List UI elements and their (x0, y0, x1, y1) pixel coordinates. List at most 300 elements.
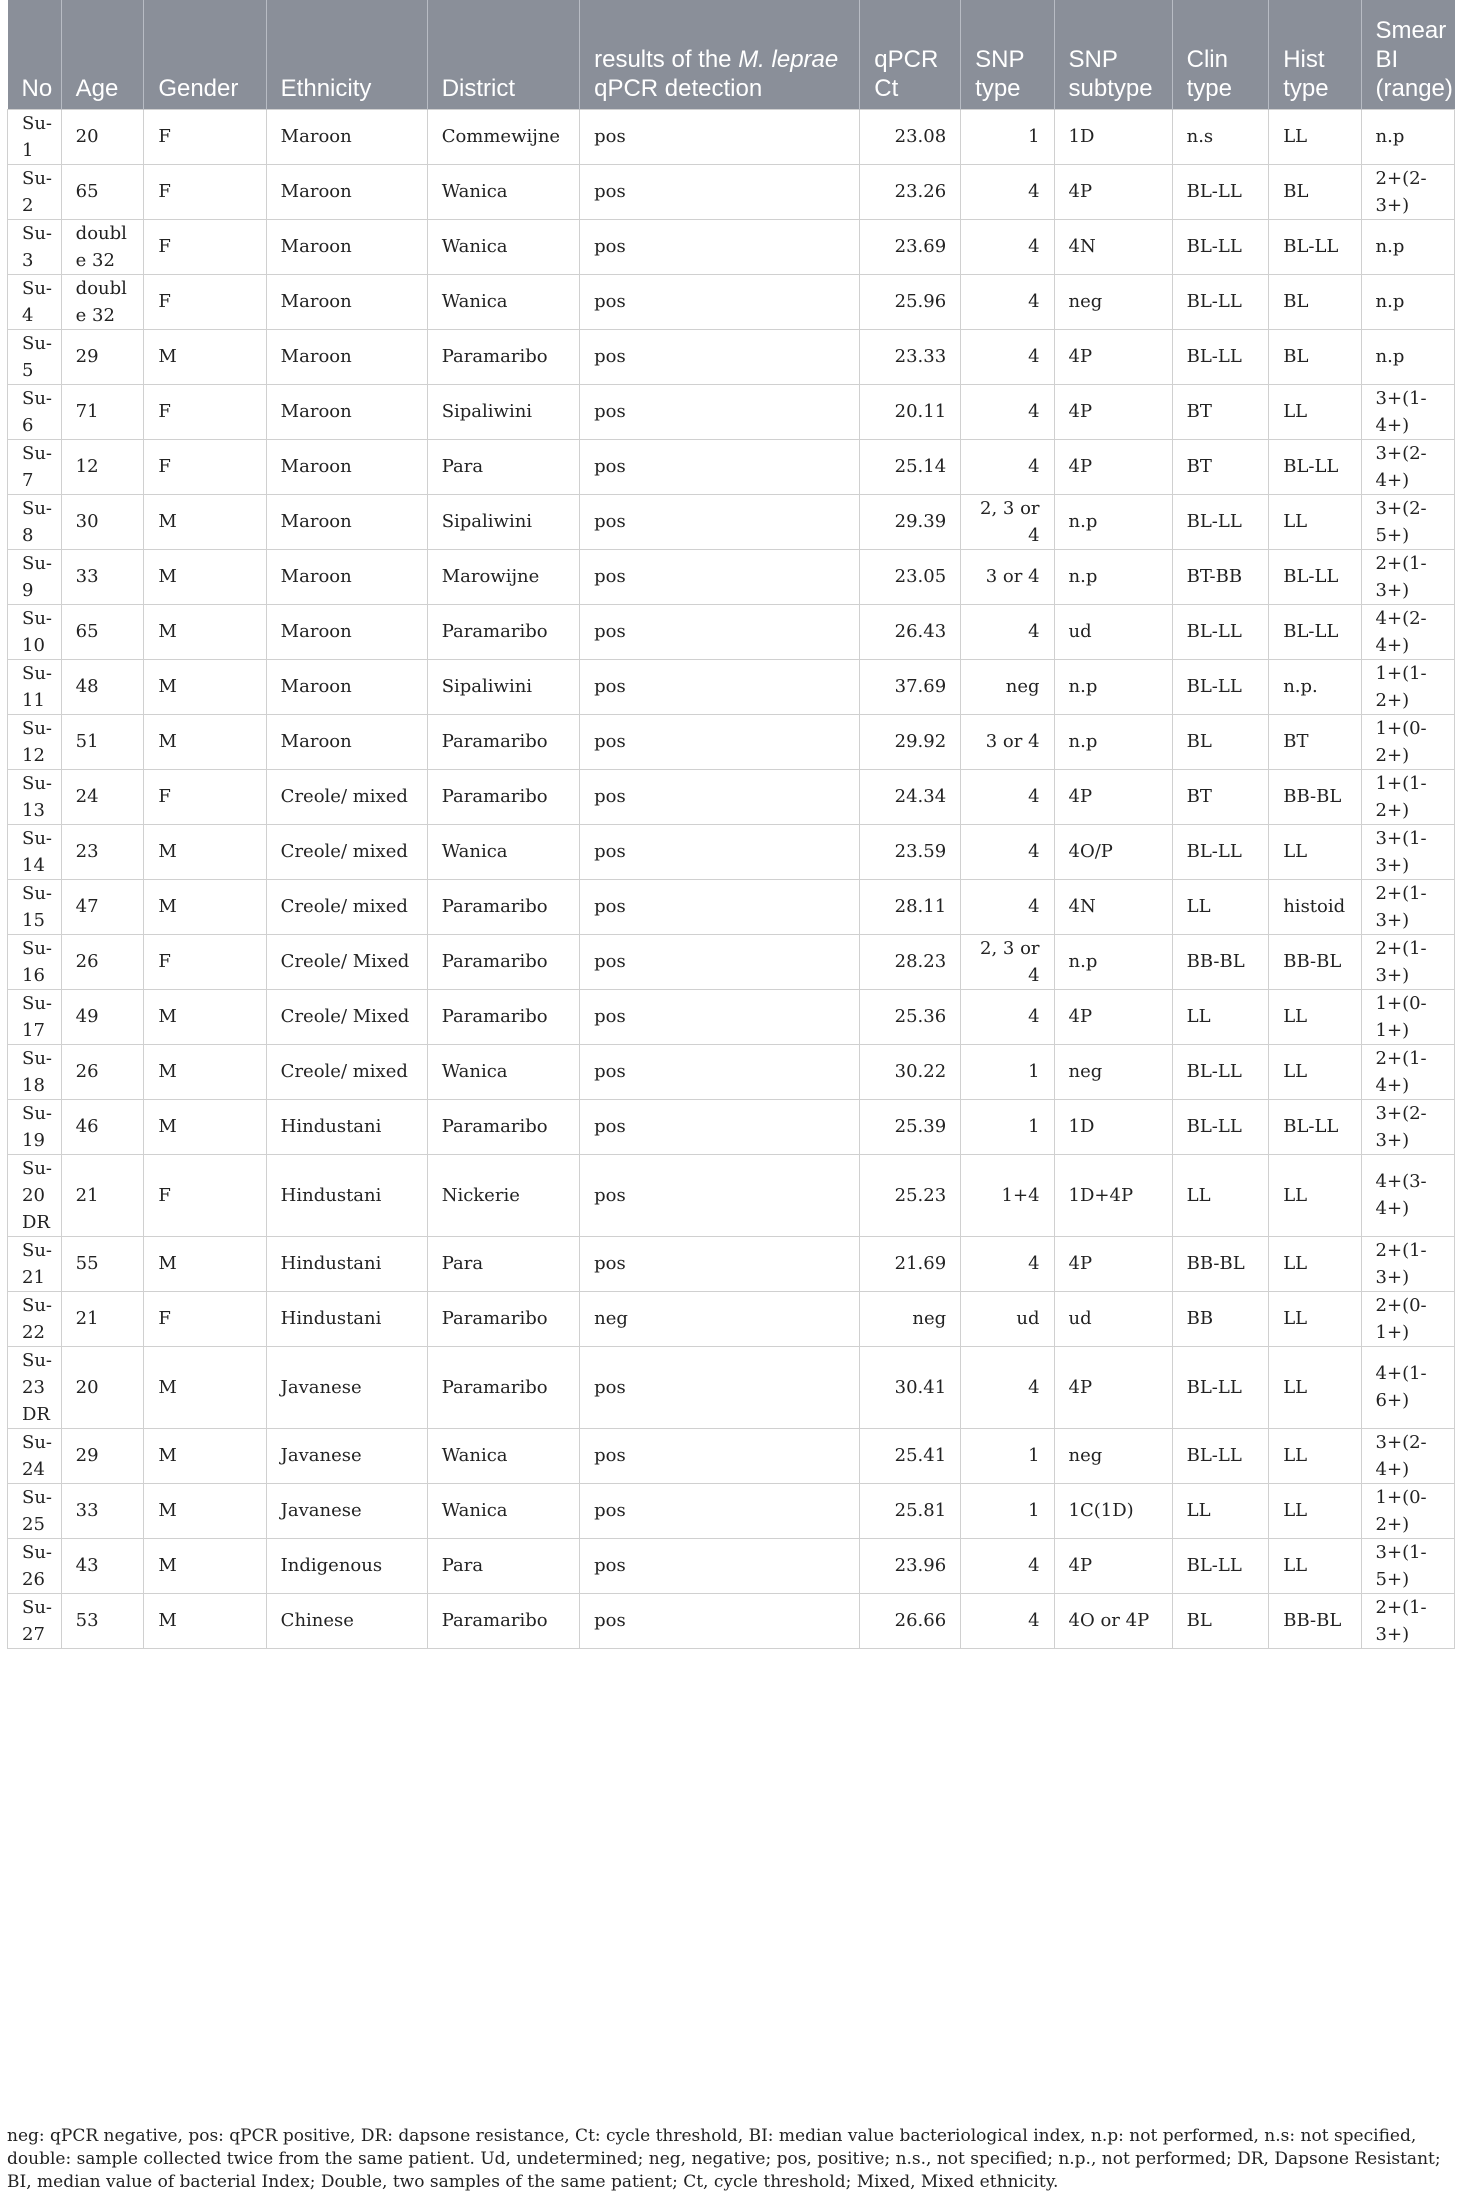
cell-district: Sipaliwini (427, 384, 579, 439)
cell-snp-type: 2, 3 or 4 (961, 934, 1054, 989)
cell-ethnicity: Hindustani (266, 1154, 427, 1236)
cell-smear-bi: 1+(0-2+) (1361, 714, 1454, 769)
table-row (8, 879, 1455, 934)
cell-ethnicity: Creole/ mixed (266, 879, 427, 934)
cell-district: Para (427, 1236, 579, 1291)
cell-hist-type: LL (1269, 1538, 1361, 1593)
header-row (8, 0, 1455, 109)
cell-qpcr-ct: 23.96 (860, 1538, 961, 1593)
cell-qpcr-ct: 26.43 (860, 604, 961, 659)
cell-smear-bi: 2+(1-4+) (1361, 1044, 1454, 1099)
cell-district: Paramaribo (427, 604, 579, 659)
cell-gender: F (144, 219, 266, 274)
cell-qpcr-ct: 29.39 (860, 494, 961, 549)
cell-gender: M (144, 1483, 266, 1538)
cell-gender: F (144, 439, 266, 494)
cell-snp-subtype: n.p (1054, 494, 1172, 549)
cell-no: Su-1 (8, 109, 62, 164)
cell-clin-type: BT (1172, 769, 1269, 824)
header-no: No (8, 0, 62, 109)
cell-age: 53 (61, 1593, 144, 1648)
cell-qpcr-ct: 24.34 (860, 769, 961, 824)
cell-result: pos (580, 1593, 860, 1648)
cell-gender: F (144, 164, 266, 219)
cell-district: Paramaribo (427, 1593, 579, 1648)
data-table (7, 0, 1455, 1649)
table-row (8, 274, 1455, 329)
cell-snp-type: 4 (961, 1236, 1054, 1291)
cell-qpcr-ct: 25.39 (860, 1099, 961, 1154)
cell-result: pos (580, 714, 860, 769)
cell-qpcr-ct: 25.23 (860, 1154, 961, 1236)
cell-snp-type: 1 (961, 1483, 1054, 1538)
cell-smear-bi: 3+(1-4+) (1361, 384, 1454, 439)
cell-age: 29 (61, 1428, 144, 1483)
cell-result: pos (580, 1483, 860, 1538)
cell-ethnicity: Creole/ mixed (266, 824, 427, 879)
table-row (8, 824, 1455, 879)
cell-qpcr-ct: 23.69 (860, 219, 961, 274)
cell-result: pos (580, 769, 860, 824)
cell-no: Su-5 (8, 329, 62, 384)
cell-age: 30 (61, 494, 144, 549)
cell-snp-type: 4 (961, 329, 1054, 384)
cell-district: Nickerie (427, 1154, 579, 1236)
cell-district: Sipaliwini (427, 659, 579, 714)
cell-ethnicity: Hindustani (266, 1291, 427, 1346)
cell-snp-type: 1+4 (961, 1154, 1054, 1236)
cell-clin-type: BT-BB (1172, 549, 1269, 604)
cell-snp-subtype: 4P (1054, 1346, 1172, 1428)
cell-no: Su-20 DR (8, 1154, 62, 1236)
cell-hist-type: BL-LL (1269, 219, 1361, 274)
cell-age: 71 (61, 384, 144, 439)
cell-ethnicity: Maroon (266, 164, 427, 219)
header-smear-bi: Smear BI (range) (1361, 0, 1454, 109)
cell-qpcr-ct: 25.81 (860, 1483, 961, 1538)
cell-snp-subtype: 4P (1054, 989, 1172, 1044)
cell-no: Su-11 (8, 659, 62, 714)
cell-no: Su-25 (8, 1483, 62, 1538)
table-row (8, 1099, 1455, 1154)
cell-age: 21 (61, 1154, 144, 1236)
cell-snp-subtype: neg (1054, 1428, 1172, 1483)
table-row (8, 1236, 1455, 1291)
cell-age: double 32 (61, 274, 144, 329)
cell-smear-bi: 1+(1-2+) (1361, 769, 1454, 824)
cell-age: 51 (61, 714, 144, 769)
cell-hist-type: BL-LL (1269, 604, 1361, 659)
cell-hist-type: LL (1269, 989, 1361, 1044)
cell-clin-type: BB-BL (1172, 934, 1269, 989)
cell-result: pos (580, 1538, 860, 1593)
cell-clin-type: BL-LL (1172, 219, 1269, 274)
table-body (8, 109, 1455, 1648)
cell-no: Su-24 (8, 1428, 62, 1483)
cell-ethnicity: Maroon (266, 109, 427, 164)
cell-snp-subtype: n.p (1054, 934, 1172, 989)
cell-snp-type: 4 (961, 1538, 1054, 1593)
cell-snp-type: 4 (961, 989, 1054, 1044)
cell-smear-bi: n.p (1361, 274, 1454, 329)
cell-clin-type: BL-LL (1172, 329, 1269, 384)
cell-ethnicity: Maroon (266, 714, 427, 769)
cell-result: pos (580, 1044, 860, 1099)
cell-gender: M (144, 549, 266, 604)
cell-no: Su-8 (8, 494, 62, 549)
cell-snp-type: 1 (961, 1428, 1054, 1483)
cell-gender: M (144, 1236, 266, 1291)
cell-ethnicity: Maroon (266, 439, 427, 494)
cell-gender: M (144, 329, 266, 384)
cell-gender: F (144, 1154, 266, 1236)
cell-clin-type: LL (1172, 1154, 1269, 1236)
cell-snp-type: 1 (961, 1099, 1054, 1154)
cell-snp-subtype: n.p (1054, 714, 1172, 769)
cell-snp-subtype: 4P (1054, 439, 1172, 494)
cell-gender: M (144, 604, 266, 659)
table-row (8, 384, 1455, 439)
cell-result: pos (580, 549, 860, 604)
cell-gender: M (144, 879, 266, 934)
cell-result: pos (580, 164, 860, 219)
cell-district: Wanica (427, 1483, 579, 1538)
cell-gender: M (144, 1099, 266, 1154)
cell-clin-type: BL-LL (1172, 1044, 1269, 1099)
cell-ethnicity: Creole/ mixed (266, 769, 427, 824)
cell-gender: F (144, 934, 266, 989)
cell-snp-subtype: ud (1054, 604, 1172, 659)
cell-smear-bi: n.p (1361, 219, 1454, 274)
cell-district: Wanica (427, 274, 579, 329)
cell-snp-subtype: 1C(1D) (1054, 1483, 1172, 1538)
cell-no: Su-10 (8, 604, 62, 659)
cell-hist-type: BL-LL (1269, 439, 1361, 494)
cell-snp-subtype: 4O or 4P (1054, 1593, 1172, 1648)
cell-hist-type: histoid (1269, 879, 1361, 934)
cell-smear-bi: 1+(0-2+) (1361, 1483, 1454, 1538)
cell-result: pos (580, 1099, 860, 1154)
cell-hist-type: BL (1269, 164, 1361, 219)
cell-snp-type: 4 (961, 769, 1054, 824)
cell-snp-type: 4 (961, 1593, 1054, 1648)
header-results-pre: results of the (594, 45, 739, 73)
cell-clin-type: BL-LL (1172, 659, 1269, 714)
cell-clin-type: BT (1172, 439, 1269, 494)
cell-clin-type: BL-LL (1172, 164, 1269, 219)
header-hist-type: Hist type (1269, 0, 1361, 109)
cell-hist-type: LL (1269, 1154, 1361, 1236)
cell-clin-type: BB-BL (1172, 1236, 1269, 1291)
cell-clin-type: BB (1172, 1291, 1269, 1346)
cell-qpcr-ct: 25.41 (860, 1428, 961, 1483)
header-results-post: qPCR detection (594, 74, 763, 102)
cell-no: Su-4 (8, 274, 62, 329)
cell-district: Wanica (427, 219, 579, 274)
table-row (8, 604, 1455, 659)
cell-district: Marowijne (427, 549, 579, 604)
cell-gender: M (144, 989, 266, 1044)
header-age: Age (61, 0, 144, 109)
table-row (8, 1346, 1455, 1428)
cell-smear-bi: 2+(1-3+) (1361, 549, 1454, 604)
table-row (8, 1044, 1455, 1099)
table-row (8, 1428, 1455, 1483)
cell-snp-type: 4 (961, 604, 1054, 659)
cell-snp-subtype: 4P (1054, 1538, 1172, 1593)
cell-hist-type: BT (1269, 714, 1361, 769)
cell-age: 55 (61, 1236, 144, 1291)
cell-no: Su-21 (8, 1236, 62, 1291)
cell-snp-subtype: n.p (1054, 659, 1172, 714)
cell-district: Wanica (427, 164, 579, 219)
cell-hist-type: LL (1269, 494, 1361, 549)
cell-ethnicity: Maroon (266, 274, 427, 329)
cell-clin-type: BL (1172, 1593, 1269, 1648)
cell-qpcr-ct: 26.66 (860, 1593, 961, 1648)
cell-clin-type: BL-LL (1172, 1538, 1269, 1593)
cell-snp-subtype: 4O/P (1054, 824, 1172, 879)
cell-district: Wanica (427, 1428, 579, 1483)
cell-age: 23 (61, 824, 144, 879)
cell-hist-type: LL (1269, 1346, 1361, 1428)
cell-gender: F (144, 769, 266, 824)
cell-qpcr-ct: 28.11 (860, 879, 961, 934)
table-row (8, 714, 1455, 769)
cell-smear-bi: 3+(1-5+) (1361, 1538, 1454, 1593)
cell-gender: M (144, 1428, 266, 1483)
table-row (8, 934, 1455, 989)
cell-district: Sipaliwini (427, 494, 579, 549)
cell-snp-subtype: neg (1054, 274, 1172, 329)
cell-hist-type: LL (1269, 824, 1361, 879)
cell-district: Para (427, 1538, 579, 1593)
table-row (8, 769, 1455, 824)
cell-result: pos (580, 494, 860, 549)
header-ethnicity: Ethnicity (266, 0, 427, 109)
table-footnote: neg: qPCR negative, pos: qPCR positive, DR: dapsone resistance, Ct: cycle threshold, BI: median value bacteriological index, n.p: not performed, n.s: not specified, double: sample collected twice from the same patient. Ud, undetermined; neg, negative; pos, positive; n.s., not specified; n.p., not performed; DR, Dapsone Resistant; BI, median value of bacterial Index; Double, two samples of the same patient; Ct, cycle threshold; Mixed, Mixed ethnicity. (7, 2126, 1441, 2192)
cell-snp-subtype: 1D (1054, 1099, 1172, 1154)
cell-result: pos (580, 604, 860, 659)
cell-no: Su-12 (8, 714, 62, 769)
cell-ethnicity: Javanese (266, 1346, 427, 1428)
cell-qpcr-ct: 23.33 (860, 329, 961, 384)
cell-gender: M (144, 1593, 266, 1648)
cell-age: 20 (61, 109, 144, 164)
cell-no: Su-7 (8, 439, 62, 494)
cell-ethnicity: Maroon (266, 494, 427, 549)
cell-clin-type: BL-LL (1172, 1346, 1269, 1428)
cell-ethnicity: Creole/ Mixed (266, 989, 427, 1044)
cell-result: pos (580, 109, 860, 164)
cell-no: Su-27 (8, 1593, 62, 1648)
cell-result: pos (580, 824, 860, 879)
table-row (8, 439, 1455, 494)
cell-result: pos (580, 1428, 860, 1483)
cell-age: 65 (61, 604, 144, 659)
cell-ethnicity: Hindustani (266, 1099, 427, 1154)
cell-smear-bi: 2+(1-3+) (1361, 934, 1454, 989)
cell-snp-subtype: ud (1054, 1291, 1172, 1346)
cell-no: Su-17 (8, 989, 62, 1044)
data-table-container (7, 0, 1455, 1649)
cell-age: 21 (61, 1291, 144, 1346)
cell-no: Su-26 (8, 1538, 62, 1593)
header-gender: Gender (144, 0, 266, 109)
cell-district: Paramaribo (427, 714, 579, 769)
cell-snp-subtype: 1D+4P (1054, 1154, 1172, 1236)
table-row (8, 1291, 1455, 1346)
cell-district: Paramaribo (427, 934, 579, 989)
cell-smear-bi: 2+(1-3+) (1361, 1593, 1454, 1648)
cell-hist-type: LL (1269, 1291, 1361, 1346)
cell-snp-type: 1 (961, 109, 1054, 164)
cell-ethnicity: Javanese (266, 1483, 427, 1538)
cell-qpcr-ct: 23.08 (860, 109, 961, 164)
cell-smear-bi: 3+(2-5+) (1361, 494, 1454, 549)
cell-smear-bi: 4+(1-6+) (1361, 1346, 1454, 1428)
cell-hist-type: LL (1269, 1428, 1361, 1483)
cell-district: Para (427, 439, 579, 494)
cell-age: 43 (61, 1538, 144, 1593)
cell-snp-subtype: 4N (1054, 219, 1172, 274)
header-results (580, 0, 860, 109)
cell-snp-subtype: 4N (1054, 879, 1172, 934)
table-row (8, 164, 1455, 219)
table-row (8, 109, 1455, 164)
cell-clin-type: LL (1172, 1483, 1269, 1538)
cell-snp-type: neg (961, 659, 1054, 714)
header-snp-type: SNP type (961, 0, 1054, 109)
cell-snp-type: 4 (961, 384, 1054, 439)
cell-smear-bi: 2+(2-3+) (1361, 164, 1454, 219)
cell-hist-type: LL (1269, 1483, 1361, 1538)
cell-clin-type: BL-LL (1172, 604, 1269, 659)
cell-gender: M (144, 714, 266, 769)
cell-snp-type: 1 (961, 1044, 1054, 1099)
cell-district: Commewijne (427, 109, 579, 164)
cell-ethnicity: Javanese (266, 1428, 427, 1483)
table-row (8, 1483, 1455, 1538)
header-district: District (427, 0, 579, 109)
cell-smear-bi: 3+(1-3+) (1361, 824, 1454, 879)
cell-district: Paramaribo (427, 1346, 579, 1428)
cell-ethnicity: Maroon (266, 384, 427, 439)
cell-gender: M (144, 1346, 266, 1428)
cell-no: Su-18 (8, 1044, 62, 1099)
cell-result: pos (580, 1346, 860, 1428)
table-row (8, 494, 1455, 549)
cell-snp-subtype: 4P (1054, 384, 1172, 439)
cell-qpcr-ct: 28.23 (860, 934, 961, 989)
cell-qpcr-ct: 30.22 (860, 1044, 961, 1099)
cell-ethnicity: Maroon (266, 329, 427, 384)
cell-smear-bi: n.p (1361, 329, 1454, 384)
cell-result: pos (580, 439, 860, 494)
cell-result: pos (580, 219, 860, 274)
cell-result: pos (580, 274, 860, 329)
cell-snp-type: 3 or 4 (961, 714, 1054, 769)
table-row (8, 329, 1455, 384)
cell-clin-type: n.s (1172, 109, 1269, 164)
table-row (8, 1538, 1455, 1593)
cell-hist-type: BL (1269, 274, 1361, 329)
cell-smear-bi: 3+(2-4+) (1361, 1428, 1454, 1483)
cell-no: Su-14 (8, 824, 62, 879)
cell-hist-type: BL-LL (1269, 549, 1361, 604)
cell-snp-type: ud (961, 1291, 1054, 1346)
cell-snp-type: 4 (961, 219, 1054, 274)
cell-hist-type: LL (1269, 384, 1361, 439)
cell-age: 26 (61, 934, 144, 989)
cell-smear-bi: 2+(0-1+) (1361, 1291, 1454, 1346)
cell-hist-type: LL (1269, 1044, 1361, 1099)
cell-smear-bi: 3+(2-4+) (1361, 439, 1454, 494)
cell-age: 24 (61, 769, 144, 824)
cell-snp-subtype: neg (1054, 1044, 1172, 1099)
cell-qpcr-ct: 25.14 (860, 439, 961, 494)
cell-snp-type: 3 or 4 (961, 549, 1054, 604)
cell-snp-subtype: 4P (1054, 769, 1172, 824)
cell-age: 46 (61, 1099, 144, 1154)
cell-result: pos (580, 879, 860, 934)
cell-qpcr-ct: 25.36 (860, 989, 961, 1044)
cell-qpcr-ct: 23.59 (860, 824, 961, 879)
cell-result: pos (580, 989, 860, 1044)
header-results-italic: M. leprae (738, 45, 839, 73)
cell-qpcr-ct: 25.96 (860, 274, 961, 329)
cell-hist-type: BB-BL (1269, 769, 1361, 824)
cell-clin-type: BL-LL (1172, 274, 1269, 329)
cell-result: pos (580, 384, 860, 439)
cell-result: neg (580, 1291, 860, 1346)
cell-gender: F (144, 274, 266, 329)
cell-gender: F (144, 384, 266, 439)
cell-age: 47 (61, 879, 144, 934)
cell-ethnicity: Creole/ Mixed (266, 934, 427, 989)
cell-snp-subtype: 4P (1054, 164, 1172, 219)
cell-hist-type: LL (1269, 1236, 1361, 1291)
cell-qpcr-ct: neg (860, 1291, 961, 1346)
cell-result: pos (580, 1154, 860, 1236)
cell-district: Paramaribo (427, 1291, 579, 1346)
cell-ethnicity: Hindustani (266, 1236, 427, 1291)
cell-clin-type: BL-LL (1172, 824, 1269, 879)
cell-smear-bi: 4+(2-4+) (1361, 604, 1454, 659)
cell-no: Su-22 (8, 1291, 62, 1346)
cell-district: Paramaribo (427, 329, 579, 384)
table-row (8, 219, 1455, 274)
cell-no: Su-23 DR (8, 1346, 62, 1428)
cell-snp-subtype: 1D (1054, 109, 1172, 164)
cell-hist-type: BL (1269, 329, 1361, 384)
cell-ethnicity: Maroon (266, 219, 427, 274)
cell-ethnicity: Maroon (266, 604, 427, 659)
header-snp-subtype: SNP subtype (1054, 0, 1172, 109)
cell-age: 65 (61, 164, 144, 219)
cell-smear-bi: 2+(1-3+) (1361, 1236, 1454, 1291)
table-row (8, 549, 1455, 604)
cell-ethnicity: Maroon (266, 659, 427, 714)
table-row (8, 1154, 1455, 1236)
cell-age: 12 (61, 439, 144, 494)
cell-clin-type: BL-LL (1172, 1428, 1269, 1483)
cell-district: Wanica (427, 1044, 579, 1099)
cell-result: pos (580, 329, 860, 384)
cell-ethnicity: Creole/ mixed (266, 1044, 427, 1099)
cell-gender: M (144, 659, 266, 714)
table-row (8, 989, 1455, 1044)
